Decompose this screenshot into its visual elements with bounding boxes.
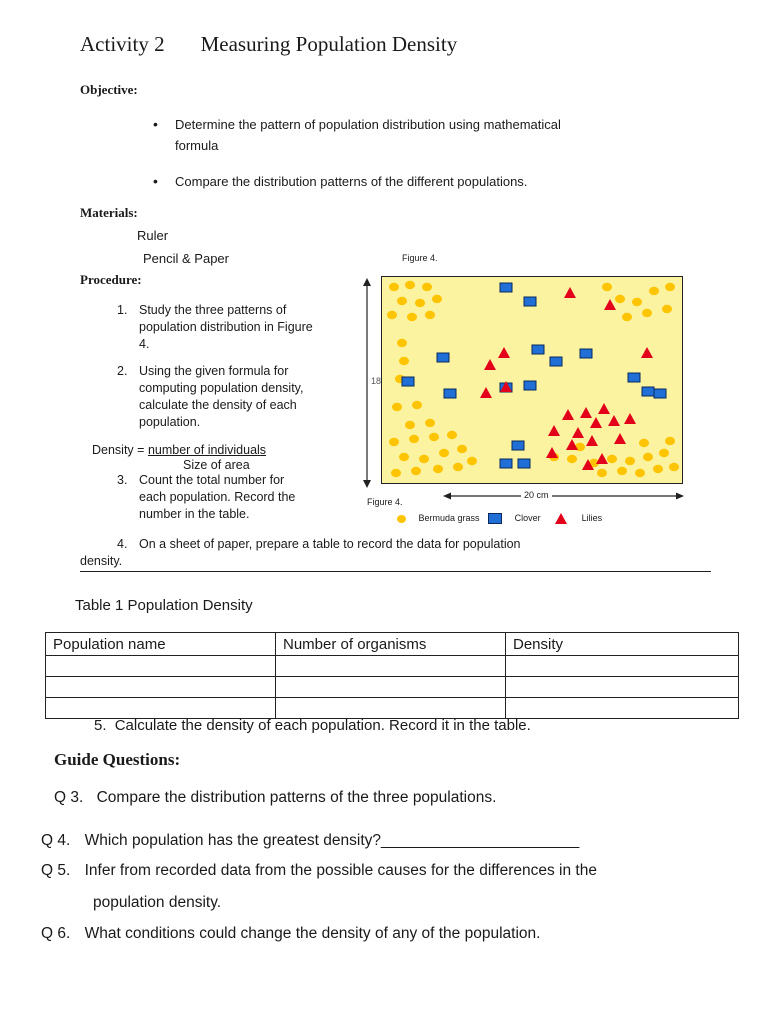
lilies-marker [641, 347, 653, 358]
figure-legend: Bermuda grass Clover Lilies [397, 513, 602, 524]
header-number-of-organisms: Number of organisms [276, 633, 506, 656]
bermuda-grass-marker [387, 311, 397, 319]
procedure-step-4: 4. On a sheet of paper, prepare a table to record the data for population [117, 537, 521, 551]
width-label: 20 cm [521, 490, 552, 500]
bermuda-grass-marker [643, 453, 653, 461]
bermuda-grass-marker [399, 357, 409, 365]
lilies-marker [564, 287, 576, 298]
question-4: Q 4. Which population has the greatest density?_______________________ [41, 832, 580, 849]
bermuda-grass-marker [389, 283, 399, 291]
activity-name: Measuring Population Density [200, 32, 458, 56]
bermuda-grass-marker [665, 437, 675, 445]
page-title [80, 32, 457, 57]
material-item: Pencil & Paper [143, 251, 229, 266]
clover-marker [524, 297, 536, 306]
figure-4 [381, 276, 683, 484]
lilies-marker [484, 359, 496, 370]
lilies-marker [548, 425, 560, 436]
question-5-cont: population density. [93, 894, 222, 911]
bermuda-grass-marker [412, 401, 422, 409]
bermuda-grass-marker [411, 467, 421, 475]
bermuda-grass-marker [607, 455, 617, 463]
formula-denominator: Size of area [183, 458, 250, 472]
distribution-plot [382, 277, 682, 483]
materials-heading: Materials: [80, 205, 138, 220]
bermuda-grass-marker [447, 431, 457, 439]
bermuda-grass-marker [432, 295, 442, 303]
bermuda-grass-marker [391, 469, 401, 477]
bermuda-grass-marker [659, 449, 669, 457]
table-cell[interactable] [506, 677, 739, 698]
bermuda-grass-marker [597, 469, 607, 477]
lilies-marker [598, 403, 610, 414]
lilies-marker [614, 433, 626, 444]
objective-bullet-1: • Determine the pattern of population distribution using mathematical formula [153, 116, 561, 153]
clover-marker [524, 381, 536, 390]
density-formula: Density = number of individuals [92, 443, 267, 457]
clover-marker [518, 459, 530, 468]
question-6: Q 6. What conditions could change the density of any of the population. [41, 925, 541, 942]
lilies-icon [555, 513, 567, 524]
procedure-step-2: 2. Using the given formula for computing population density, calculate the density of each population. [117, 364, 304, 429]
clover-marker [512, 441, 524, 450]
table-cell[interactable] [276, 656, 506, 677]
table-cell[interactable] [46, 677, 276, 698]
lilies-marker [498, 347, 510, 358]
bermuda-grass-marker [392, 403, 402, 411]
bermuda-grass-marker [397, 297, 407, 305]
bermuda-grass-marker [632, 298, 642, 306]
clover-marker [532, 345, 544, 354]
table-cell[interactable] [506, 656, 739, 677]
figure-caption-top: Figure 4. [402, 253, 438, 263]
bermuda-grass-marker [457, 445, 467, 453]
lilies-marker [580, 407, 592, 418]
bermuda-grass-marker [419, 455, 429, 463]
header-population-name: Population name [46, 633, 276, 656]
clover-marker [654, 389, 666, 398]
bermuda-grass-marker [649, 287, 659, 295]
bermuda-grass-icon [397, 515, 406, 523]
question-3: Q 3. Compare the distribution patterns of the three populations. [54, 789, 497, 806]
objective-heading: Objective: [80, 82, 138, 97]
bermuda-grass-marker [425, 419, 435, 427]
bermuda-grass-marker [425, 311, 435, 319]
width-arrow [443, 491, 684, 501]
lilies-marker [562, 409, 574, 420]
bermuda-grass-marker [399, 453, 409, 461]
bermuda-grass-marker [642, 309, 652, 317]
bermuda-grass-marker [625, 457, 635, 465]
guide-questions-heading: Guide Questions: [54, 750, 181, 769]
procedure-heading: Procedure: [80, 272, 142, 287]
clover-marker [628, 373, 640, 382]
bermuda-grass-marker [622, 313, 632, 321]
question-5: Q 5. Infer from recorded data from the possible causes for the differences in the [41, 862, 597, 879]
lilies-marker [624, 413, 636, 424]
clover-marker [444, 389, 456, 398]
lilies-marker [604, 299, 616, 310]
clover-marker [500, 459, 512, 468]
bermuda-grass-marker [453, 463, 463, 471]
bermuda-grass-marker [615, 295, 625, 303]
procedure-step-5: 5. Calculate the density of each population. Record it in the table. [94, 717, 531, 734]
objective-bullet-2: • Compare the distribution patterns of the different populations. [175, 171, 527, 192]
bermuda-grass-marker [617, 467, 627, 475]
bermuda-grass-marker [653, 465, 663, 473]
procedure-step-1: 1. Study the three patterns of population distribution in Figure 4. [117, 303, 313, 351]
clover-marker [402, 377, 414, 386]
table-cell[interactable] [276, 698, 506, 719]
bermuda-grass-marker [409, 435, 419, 443]
procedure-step-4-cont: density. [80, 554, 123, 568]
clover-marker [500, 283, 512, 292]
lilies-marker [586, 435, 598, 446]
clover-marker [437, 353, 449, 362]
table-cell[interactable] [506, 698, 739, 719]
bermuda-grass-marker [639, 439, 649, 447]
table-cell[interactable] [46, 656, 276, 677]
clover-icon [488, 513, 502, 524]
height-label: 18 [371, 376, 382, 386]
lilies-marker [596, 453, 608, 464]
bermuda-grass-marker [422, 283, 432, 291]
divider [80, 571, 711, 572]
table-header-row [46, 633, 739, 656]
bermuda-grass-marker [467, 457, 477, 465]
bermuda-grass-marker [405, 421, 415, 429]
bullet-icon: • [153, 173, 158, 189]
bermuda-grass-marker [415, 299, 425, 307]
clover-marker [580, 349, 592, 358]
clover-marker [550, 357, 562, 366]
bermuda-grass-marker [429, 433, 439, 441]
bermuda-grass-marker [665, 283, 675, 291]
header-density: Density [506, 633, 739, 656]
table-row [46, 698, 739, 719]
material-item: Ruler [137, 228, 169, 243]
bullet-icon: • [153, 116, 158, 132]
bermuda-grass-marker [407, 313, 417, 321]
bermuda-grass-marker [669, 463, 679, 471]
bermuda-grass-marker [635, 469, 645, 477]
activity-number: Activity 2 [80, 32, 165, 56]
table-caption: Table 1 Population Density [75, 597, 253, 614]
table-cell[interactable] [46, 698, 276, 719]
lilies-marker [608, 415, 620, 426]
bermuda-grass-marker [389, 438, 399, 446]
population-density-table [45, 632, 739, 719]
table-row [46, 656, 739, 677]
table-cell[interactable] [276, 677, 506, 698]
bermuda-grass-marker [602, 283, 612, 291]
bermuda-grass-marker [662, 305, 672, 313]
figure-caption-bottom: Figure 4. [367, 497, 403, 507]
bermuda-grass-marker [397, 339, 407, 347]
lilies-marker [546, 447, 558, 458]
clover-marker [642, 387, 654, 396]
bermuda-grass-marker [439, 449, 449, 457]
lilies-marker [572, 427, 584, 438]
bermuda-grass-marker [567, 455, 577, 463]
lilies-marker [590, 417, 602, 428]
formula-numerator: number of individuals [147, 443, 267, 457]
procedure-step-3: 3. Count the total number for each population. Record the number in the table. [117, 473, 296, 521]
lilies-marker [480, 387, 492, 398]
bermuda-grass-marker [433, 465, 443, 473]
table-row [46, 677, 739, 698]
bermuda-grass-marker [405, 281, 415, 289]
